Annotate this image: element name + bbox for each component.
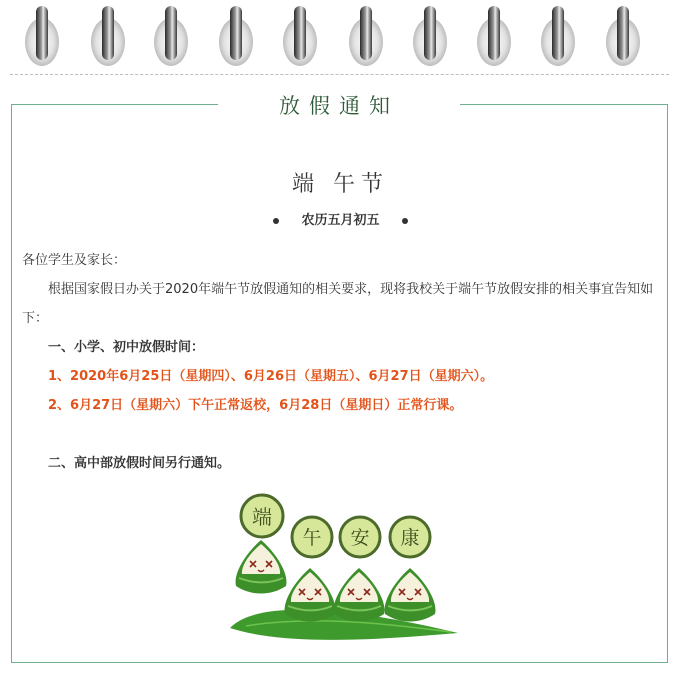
notice-body bbox=[22, 246, 662, 478]
binding-dashed-divider bbox=[10, 74, 669, 75]
svg-text:安: 安 bbox=[350, 527, 370, 549]
frame-top-right-line bbox=[460, 104, 667, 105]
zongzi-icon bbox=[334, 568, 385, 622]
binding-ring-icon bbox=[552, 6, 564, 60]
section-high-school-heading: 二、高中部放假时间另行通知。 bbox=[48, 456, 231, 471]
binding-ring-icon bbox=[617, 6, 629, 60]
zongzi-icon bbox=[236, 540, 287, 594]
greeting: 各位学生及家长： bbox=[22, 253, 127, 268]
bullet-dot-icon bbox=[402, 218, 408, 224]
char-circle-wu bbox=[292, 517, 332, 557]
notice-title: 放假通知 bbox=[279, 94, 399, 118]
lunar-date: 农历五月初五 bbox=[301, 213, 380, 228]
svg-text:康: 康 bbox=[400, 527, 420, 549]
binding-ring-icon bbox=[294, 6, 306, 60]
bullet-dot-icon bbox=[273, 218, 279, 224]
svg-text:端: 端 bbox=[252, 505, 272, 529]
frame-top-left-line bbox=[11, 104, 218, 105]
char-circle-kang bbox=[390, 517, 430, 557]
section-primary-heading: 一、小学、初中放假时间： bbox=[48, 340, 205, 355]
char-circle-an bbox=[340, 517, 380, 557]
char-circle-duan bbox=[241, 495, 283, 537]
binding-ring-icon bbox=[165, 6, 177, 60]
schedule-item-2: 2、6月27日（星期六）下午正常返校，6月28日（星期日）正常行课。 bbox=[48, 398, 463, 413]
zongzi-illustration bbox=[226, 488, 462, 644]
binding-ring-icon bbox=[230, 6, 242, 60]
zongzi-icon bbox=[285, 568, 336, 622]
intro-paragraph: 根据国家假日办关于2020年端午节放假通知的相关要求，现将我校关于端午节放假安排的相关事宜告知如下： bbox=[22, 282, 654, 326]
lunar-date-row bbox=[0, 209, 681, 228]
binding-ring-icon bbox=[424, 6, 436, 60]
schedule-item-1: 1、2020年6月25日（星期四）、6月26日（星期五）、6月27日（星期六）。 bbox=[48, 369, 494, 384]
binding-ring-icon bbox=[488, 6, 500, 60]
binding-ring-icon bbox=[36, 6, 48, 60]
zongzi-icon bbox=[385, 568, 436, 622]
festival-title: 端 午节 bbox=[292, 172, 389, 197]
svg-text:午: 午 bbox=[302, 527, 322, 549]
binding-ring-icon bbox=[360, 6, 372, 60]
spiral-binding bbox=[0, 0, 681, 70]
binding-ring-icon bbox=[102, 6, 114, 60]
